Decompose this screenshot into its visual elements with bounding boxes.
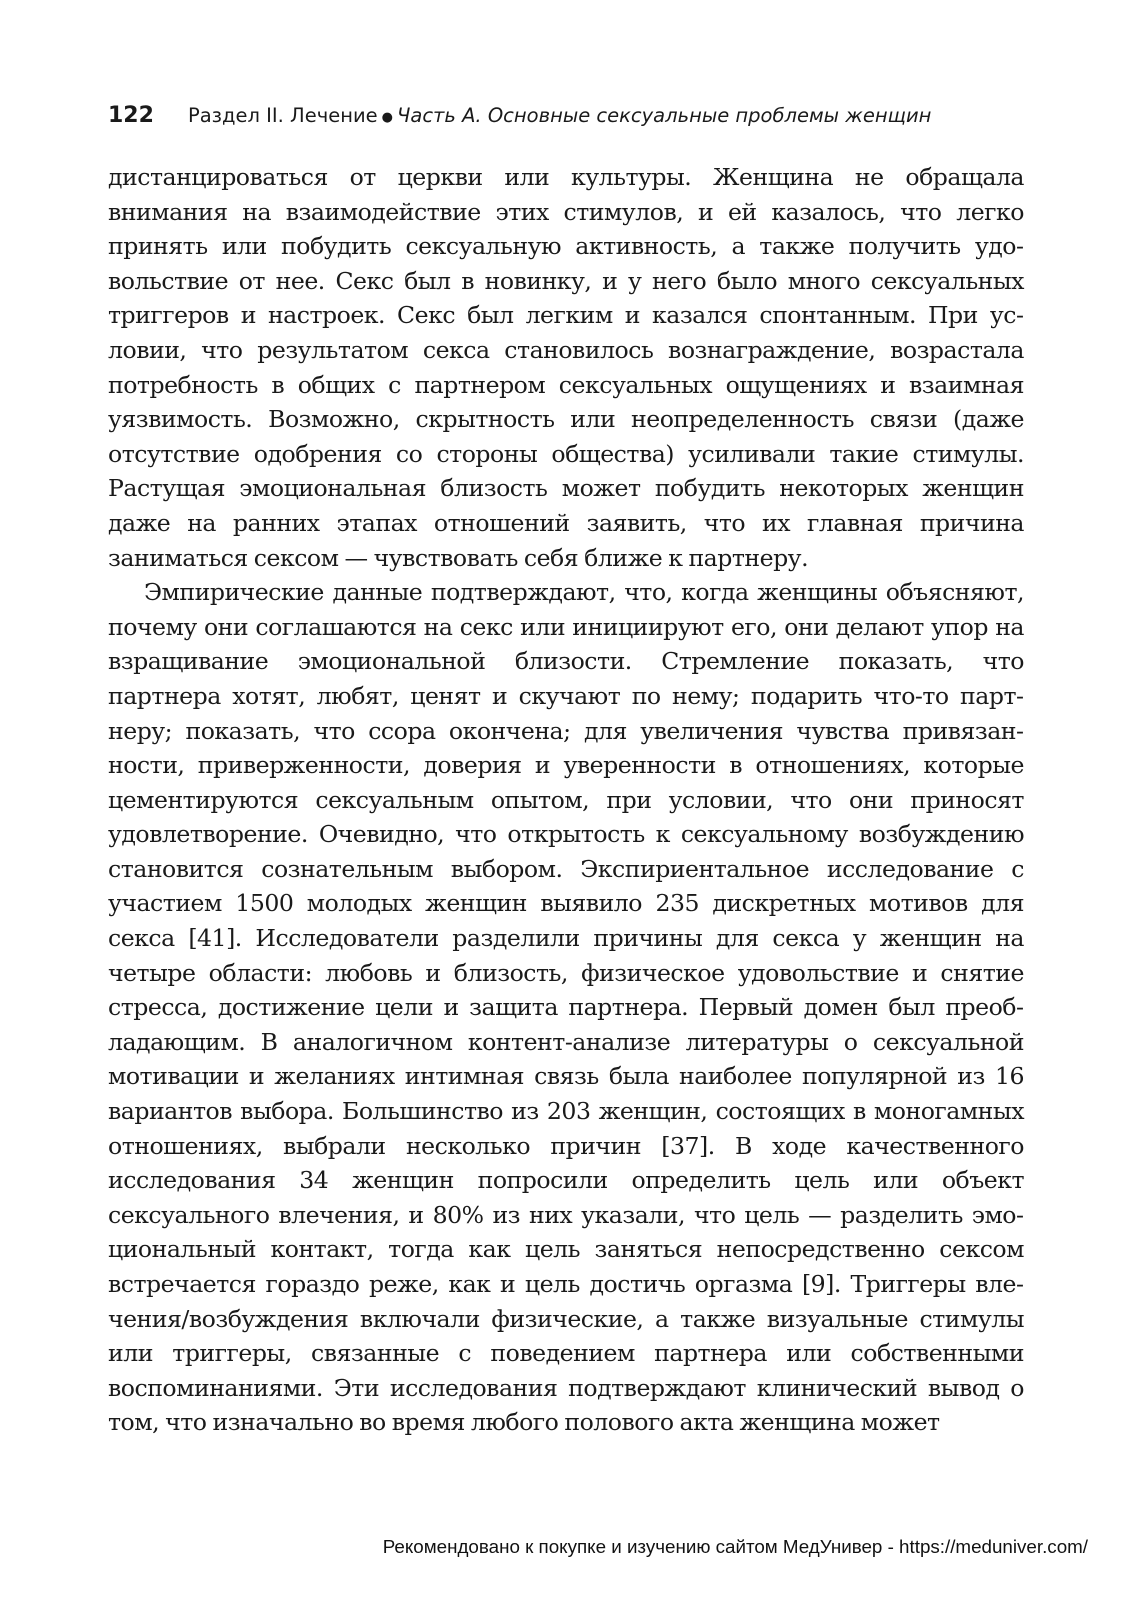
page-number: 122: [108, 103, 154, 128]
section-title: Раздел II. Лечение: [187, 104, 378, 127]
watermark-footer: Рекомендовано к покупке и изучению сайтом МедУнивер - https://meduniver.com/: [382, 1536, 1088, 1557]
paragraph-1: дистанцироваться от церкви или культуры. Женщина не обращала внимания на взаимодействие этих стимулов, и ей казалось, что легко принять или побудить сексуальную активность, а также получить удовольствие от нее. Секс был в новинку, и у него было много сексуальных триггеров и настроек. Секс был легким и казался спонтанным. При условии, что результатом секса становилось вознаграждение, возрастала потребность в общих с партнером сексуальных ощущениях и взаимная уязвимость. Возможно, скрытность или неопределенность связи (даже отсутствие одобрения со стороны общества) усиливали такие стимулы. Растущая эмоциональная близость может побудить некоторых женщин даже на ранних этапах отношений заявить, что их главная причина заниматься сексом — чувствовать себя ближе к партнеру.: [108, 163, 1024, 572]
running-header: [108, 100, 1024, 135]
header-separator-icon: ●: [381, 110, 393, 125]
main-text: [108, 160, 1024, 1440]
part-title: Часть А. Основные сексуальные проблемы женщин: [397, 104, 932, 127]
paragraph-2: Эмпирические данные подтверждают, что, когда женщины объясняют, почему они соглашаются на секс или инициируют его, они делают упор на взращивание эмоциональной близости. Стремление показать, что партнера хотят, любят, ценят и скучают по нему; подарить что-то партнеру; показать, что ссора окончена; для увеличения чувства привязанности, приверженности, доверия и уверенности в отношениях, которые цементируются сексуальным опытом, при условии, что они приносят удовлетворение. Очевидно, что открытость к сексуальному возбуждению становится сознательным выбором. Экспириентальное исследование с участием 1500 молодых женщин выявило 235 дискретных мотивов для секса [41]. Исследователи разделили причины для секса у женщин на четыре области: любовь и близость, физическое удовольствие и снятие стресса, достижение цели и защита партнера. Первый домен был преобладающим. В аналогичном контент-анализе литературы о сексуальной мотивации и желаниях интимная связь была наиболее популярной из 16 вариантов выбора. Большинство из 203 женщин, состоящих в моногамных отношениях, выбрали несколько причин [37]. В ходе качественного исследования 34 женщин попросили определить цель или объект сексуального влечения, и 80% из них указали, что цель — разделить эмоциональный контакт, тогда как цель заняться непосредственно сексом встречается гораздо реже, как и цель достичь оргазма [9]. Триггеры влечения/возбуждения включали физические, а также визуальные стимулы или триггеры, связанные с поведением партнера или собственными воспоминаниями. Эти исследования подтверждают клинический вывод о том, что изначально во время любого полового акта женщина может: [108, 578, 1024, 1437]
